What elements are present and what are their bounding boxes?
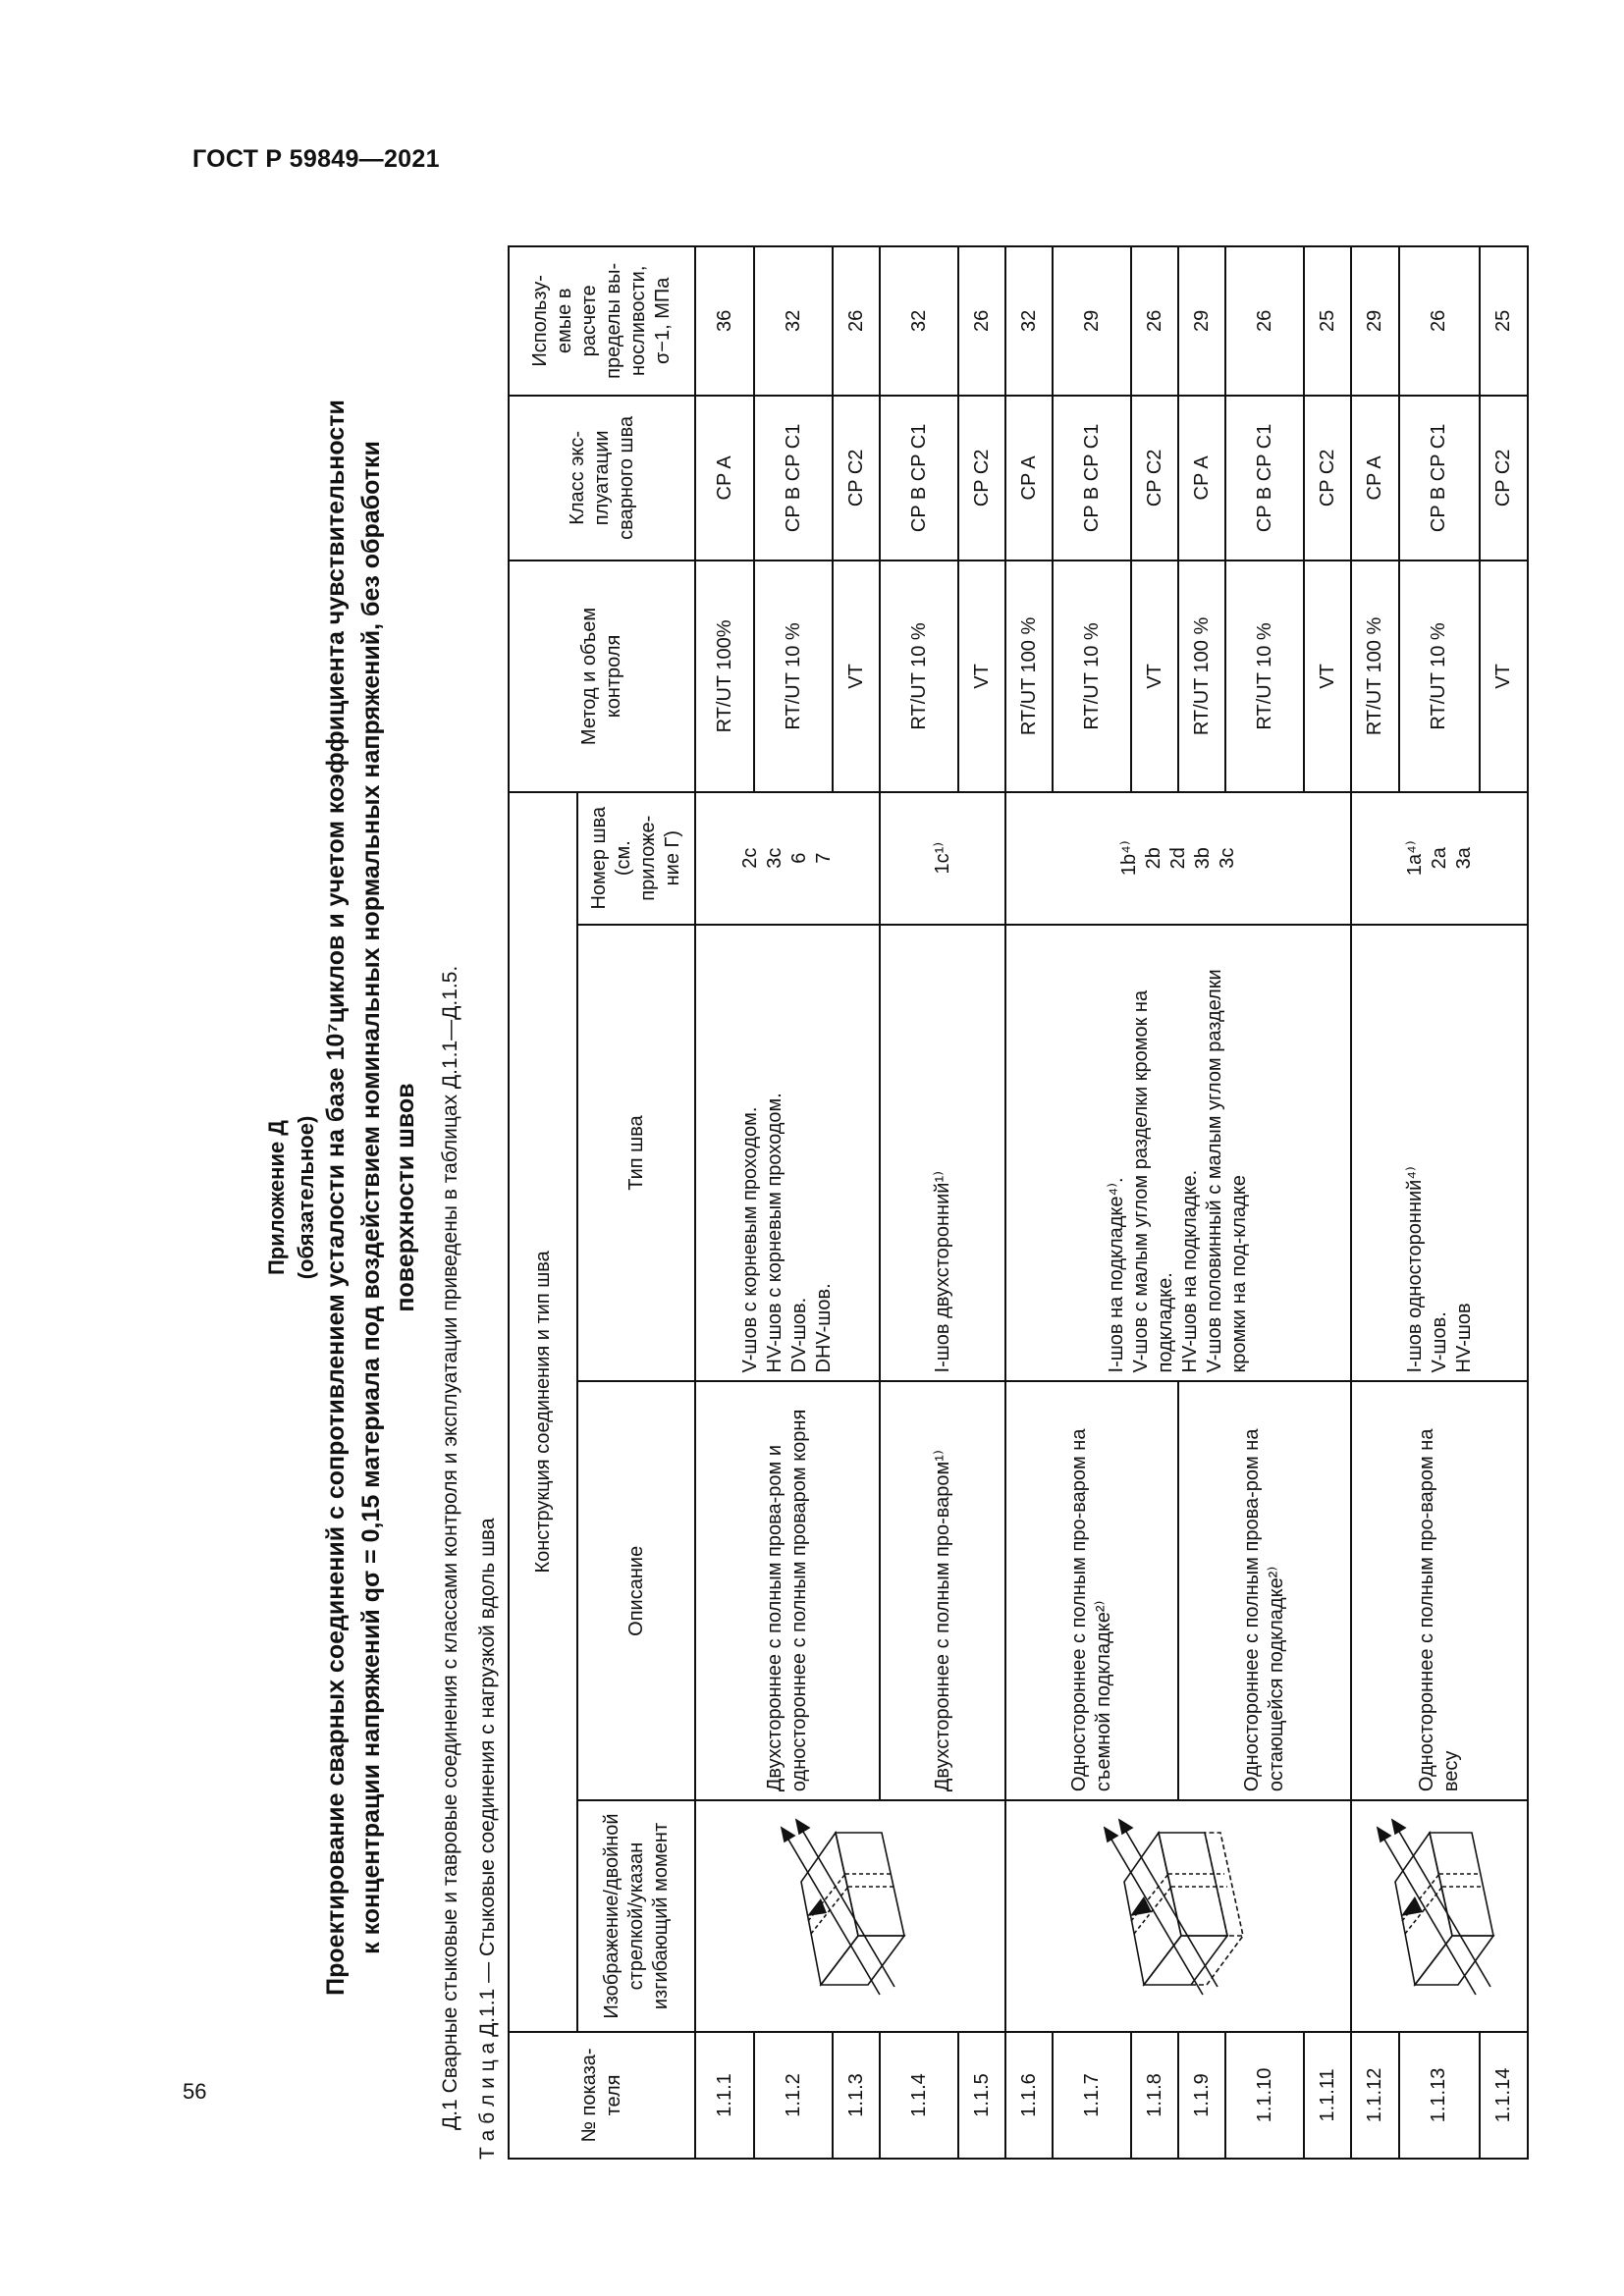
row-number: 1.1.9 bbox=[1178, 2032, 1225, 2159]
fatigue-limit: 25 bbox=[1480, 246, 1528, 396]
control-method: RT/UT 100 % bbox=[1351, 561, 1399, 792]
joint-description: Одностороннее с полным про-варом на весу bbox=[1351, 1381, 1528, 1800]
rotated-page-content bbox=[262, 236, 1539, 2160]
control-method: RT/UT 100% bbox=[695, 561, 754, 792]
weld-type-item: V-шов с корневым проходом. bbox=[739, 1106, 761, 1373]
page-number: 56 bbox=[183, 2079, 207, 2104]
header-weld-number: Номер шва (см. приложе-ние Г) bbox=[577, 792, 695, 925]
fatigue-limit: 26 bbox=[1399, 246, 1480, 396]
standard-designation: ГОСТ Р 59849—2021 bbox=[192, 145, 440, 173]
joint-image bbox=[695, 1800, 1005, 2032]
service-class: CP C2 bbox=[833, 396, 880, 561]
fatigue-limit: 36 bbox=[695, 246, 754, 396]
weld-type-list bbox=[695, 925, 880, 1382]
service-class: CP A bbox=[695, 396, 754, 561]
weld-type-item: I-шов двухсторонний¹⁾ bbox=[880, 925, 1005, 1382]
table-row bbox=[1005, 246, 1053, 2159]
service-class: CP B CP C1 bbox=[1225, 396, 1304, 561]
row-number: 1.1.1 bbox=[695, 2032, 754, 2159]
service-class: CP C2 bbox=[958, 396, 1005, 561]
service-class: CP B CP C1 bbox=[1399, 396, 1480, 561]
appendix-heading bbox=[262, 236, 320, 2160]
row-number: 1.1.3 bbox=[833, 2032, 880, 2159]
intro-paragraph: Д.1 Сварные стыковые и тавровые соединения с классами контроля и эксплуатации приведены в таблицах Д.1.1—Д.1.5. bbox=[439, 965, 461, 2130]
control-method: VT bbox=[958, 561, 1005, 792]
single-side-joint-sketch-icon bbox=[1356, 1818, 1523, 2014]
control-method: RT/UT 10 % bbox=[754, 561, 833, 792]
table-row bbox=[695, 246, 754, 2159]
control-method: VT bbox=[1304, 561, 1351, 792]
joint-description: Одностороннее с полным прова-ром на остающейся подкладке²⁾ bbox=[1178, 1381, 1351, 1800]
row-number: 1.1.7 bbox=[1053, 2032, 1131, 2159]
service-class: CP A bbox=[1351, 396, 1399, 561]
joint-description: Двухстороннее с полным прова-ром и одностороннее с полным проваром корня bbox=[695, 1381, 880, 1800]
fatigue-limit: 29 bbox=[1178, 246, 1225, 396]
row-number: 1.1.13 bbox=[1399, 2032, 1480, 2159]
fatigue-limit: 26 bbox=[1225, 246, 1304, 396]
weld-number-item: 1c¹⁾ bbox=[880, 792, 1005, 925]
weld-number-item: 1b⁴⁾ bbox=[1117, 840, 1140, 877]
weld-number-item: 2c bbox=[739, 847, 761, 869]
row-number: 1.1.14 bbox=[1480, 2032, 1528, 2159]
control-method: VT bbox=[1131, 561, 1178, 792]
weld-number-item: 7 bbox=[813, 852, 835, 864]
row-number: 1.1.11 bbox=[1304, 2032, 1351, 2159]
fatigue-limit: 25 bbox=[1304, 246, 1351, 396]
weld-type-item: I-шов на подкладке⁴⁾. bbox=[1106, 1177, 1127, 1373]
weld-type-item: V-шов. bbox=[1428, 1311, 1450, 1373]
appendix-title bbox=[319, 236, 424, 2160]
control-method: RT/UT 10 % bbox=[880, 561, 958, 792]
service-class: CP A bbox=[1178, 396, 1225, 561]
weld-number-item: 3c bbox=[1216, 847, 1238, 869]
header-number: № показа-теля bbox=[509, 2032, 695, 2159]
header-image: Изображение/двойной стрелкой/указан изгибающий момент bbox=[577, 1800, 695, 2032]
weld-type-list bbox=[1351, 925, 1528, 1382]
weld-number-item: 6 bbox=[788, 852, 810, 864]
row-number: 1.1.10 bbox=[1225, 2032, 1304, 2159]
butt-joint-sketch-icon bbox=[742, 1818, 958, 2014]
weld-type-list bbox=[1005, 925, 1351, 1382]
weld-number-item: 2b bbox=[1142, 847, 1164, 870]
table-row bbox=[1351, 246, 1399, 2159]
weld-type-item: HV-шов на подкладке. bbox=[1179, 1169, 1201, 1373]
control-method: RT/UT 10 % bbox=[1053, 561, 1131, 792]
weld-number-list bbox=[1351, 792, 1528, 925]
service-class: CP B CP C1 bbox=[754, 396, 833, 561]
row-number: 1.1.2 bbox=[754, 2032, 833, 2159]
backing-joint-sketch-icon bbox=[1065, 1818, 1291, 2014]
joints-table bbox=[508, 245, 1529, 2160]
appendix-label: Приложение Д bbox=[264, 1120, 289, 1275]
service-class: CP A bbox=[1005, 396, 1053, 561]
fatigue-limit: 32 bbox=[880, 246, 958, 396]
weld-number-item: 3c bbox=[764, 847, 785, 869]
fatigue-limit: 26 bbox=[833, 246, 880, 396]
header-weld-type: Тип шва bbox=[577, 925, 695, 1382]
header-construction: Конструкция соединения и тип шва bbox=[509, 792, 577, 2032]
weld-type-item: V-шов с малым углом разделки кромок на подкладке. bbox=[1130, 989, 1176, 1373]
title-line: Проектирование сварных соединений с сопротивлением усталости на базе 10⁷циклов и учетом коэффициента чувствительности bbox=[322, 400, 350, 1996]
service-class: CP B CP C1 bbox=[1053, 396, 1131, 561]
weld-number-list bbox=[695, 792, 880, 925]
fatigue-limit: 29 bbox=[1053, 246, 1131, 396]
service-class: CP B CP C1 bbox=[880, 396, 958, 561]
service-class: CP C2 bbox=[1131, 396, 1178, 561]
appendix-status: (обязательное) bbox=[293, 1115, 318, 1280]
weld-type-item: DHV-шов. bbox=[813, 1283, 835, 1373]
control-method: VT bbox=[1480, 561, 1528, 792]
weld-type-item: DV-шов. bbox=[788, 1297, 810, 1373]
joint-description: Одностороннее с полным про-варом на съемной подкладке²⁾ bbox=[1005, 1381, 1178, 1800]
fatigue-limit: 26 bbox=[958, 246, 1005, 396]
weld-type-item: V-шов половинный с малым углом разделки кромки на под-кладке bbox=[1204, 969, 1250, 1373]
weld-number-item: 2d bbox=[1166, 847, 1189, 870]
service-class: CP C2 bbox=[1304, 396, 1351, 561]
weld-number-item: 2a bbox=[1428, 847, 1450, 870]
fatigue-limit: 32 bbox=[1005, 246, 1053, 396]
control-method: RT/UT 10 % bbox=[1225, 561, 1304, 792]
weld-type-item: I-шов односторонний⁴⁾ bbox=[1403, 1166, 1426, 1373]
row-number: 1.1.12 bbox=[1351, 2032, 1399, 2159]
title-line: к концентрации напряжений qσ = 0,15 материала под воздействием номинальных нормальных напряжений, без обработки bbox=[356, 441, 385, 1954]
control-method: RT/UT 100 % bbox=[1178, 561, 1225, 792]
joint-image bbox=[1351, 1800, 1528, 2032]
joint-description: Двухстороннее с полным про-варом¹⁾ bbox=[880, 1381, 1005, 1800]
weld-number-list bbox=[1005, 792, 1351, 925]
control-method: VT bbox=[833, 561, 880, 792]
title-line: поверхности швов bbox=[392, 1083, 419, 1312]
row-number: 1.1.4 bbox=[880, 2032, 958, 2159]
joint-image bbox=[1005, 1800, 1351, 2032]
row-number: 1.1.8 bbox=[1131, 2032, 1178, 2159]
weld-number-item: 1a⁴⁾ bbox=[1403, 840, 1426, 877]
weld-number-item: 3a bbox=[1452, 847, 1475, 870]
control-method: RT/UT 10 % bbox=[1399, 561, 1480, 792]
header-method: Метод и объем контроля bbox=[509, 561, 695, 792]
header-limit: Использу-емые в расчете пределы вы-носливости, σ−1, МПа bbox=[509, 246, 695, 396]
row-number: 1.1.5 bbox=[958, 2032, 1005, 2159]
table-caption: Т а б л и ц а Д.1.1 — Стыковые соединения с нагрузкой вдоль шва bbox=[476, 1518, 499, 2160]
row-number: 1.1.6 bbox=[1005, 2032, 1053, 2159]
header-class: Класс экс-плуатации сварного шва bbox=[509, 396, 695, 561]
service-class: CP C2 bbox=[1480, 396, 1528, 561]
fatigue-limit: 32 bbox=[754, 246, 833, 396]
weld-type-item: HV-шов bbox=[1452, 1303, 1475, 1373]
header-description: Описание bbox=[577, 1381, 695, 1800]
fatigue-limit: 29 bbox=[1351, 246, 1399, 396]
fatigue-limit: 26 bbox=[1131, 246, 1178, 396]
control-method: RT/UT 100 % bbox=[1005, 561, 1053, 792]
weld-number-item: 3b bbox=[1191, 847, 1214, 870]
weld-type-item: HV-шов с корневым проходом. bbox=[764, 1093, 785, 1373]
